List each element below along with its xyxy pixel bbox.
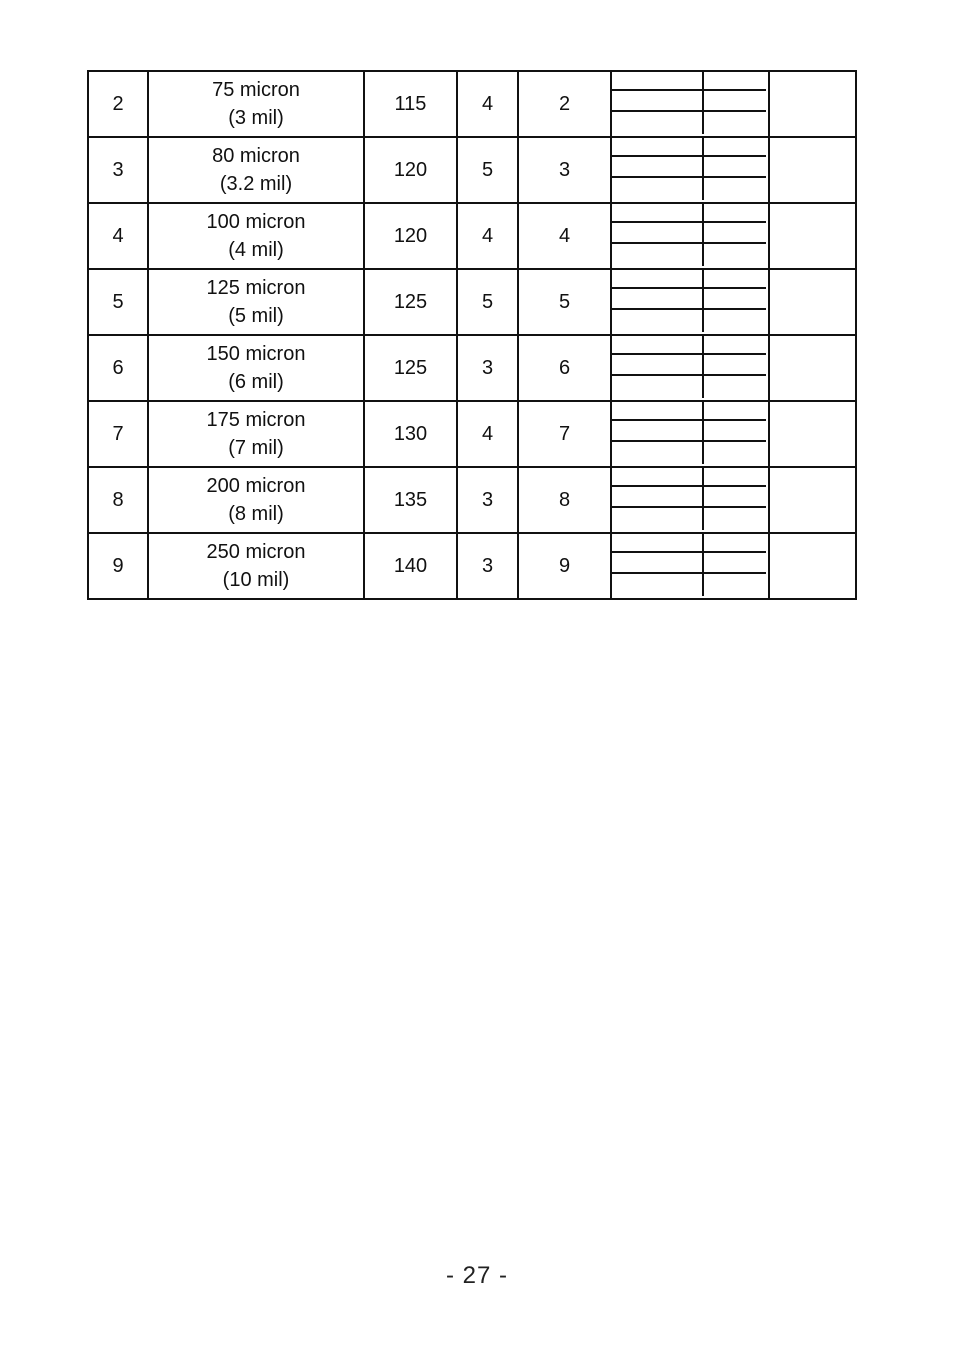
blank-cell [612, 310, 704, 332]
blank-cell [704, 487, 766, 508]
speed-value: 5 [457, 137, 518, 203]
blank-cell [612, 508, 704, 530]
blank-cell [704, 310, 766, 332]
row-number: 8 [88, 467, 148, 533]
blank-cell [704, 421, 766, 442]
blank-notes-cell [769, 533, 856, 599]
page-number: - 27 - [445, 1262, 508, 1289]
speed-value: 4 [457, 401, 518, 467]
temperature-value: 140 [364, 533, 457, 599]
laminating-settings-table [87, 70, 857, 600]
table-row [88, 71, 856, 137]
speed-value: 5 [457, 269, 518, 335]
blank-notes-cell [769, 269, 856, 335]
blank-cell [704, 268, 766, 289]
temperature-value: 115 [364, 71, 457, 137]
thickness-mil: (5 mil) [228, 305, 284, 327]
thickness-micron: 80 micron [212, 145, 300, 167]
blank-cell [704, 157, 766, 178]
blank-cell [704, 136, 766, 157]
blank-cell [704, 244, 766, 266]
thickness-mil: (10 mil) [222, 569, 290, 591]
blank-cell [704, 376, 766, 398]
blank-notes-cell [769, 137, 856, 203]
temperature-value: 120 [364, 203, 457, 269]
blank-cell [612, 487, 704, 508]
temperature-value: 125 [364, 335, 457, 401]
thickness-mil: (6 mil) [228, 371, 284, 393]
blank-entry-grid [611, 203, 769, 269]
row-number: 7 [88, 401, 148, 467]
blank-entry-grid [611, 269, 769, 335]
table-row [88, 269, 856, 335]
blank-cell [704, 223, 766, 244]
table-row [88, 467, 856, 533]
blank-cell [612, 157, 704, 178]
blank-cell [612, 244, 704, 266]
blank-cell [612, 112, 704, 134]
film-thickness [148, 203, 364, 269]
temperature-value: 125 [364, 269, 457, 335]
blank-cell [704, 574, 766, 596]
blank-entry-grid [611, 401, 769, 467]
temperature-value: 130 [364, 401, 457, 467]
temperature-value: 135 [364, 467, 457, 533]
blank-cell [612, 202, 704, 223]
setting-value: 6 [518, 335, 611, 401]
setting-value: 4 [518, 203, 611, 269]
thickness-micron: 125 micron [206, 277, 306, 299]
thickness-mil: (3.2 mil) [219, 173, 293, 195]
thickness-micron: 75 micron [212, 79, 300, 101]
blank-entry-grid [611, 335, 769, 401]
thickness-micron: 200 micron [206, 475, 306, 497]
speed-value: 3 [457, 467, 518, 533]
thickness-micron: 250 micron [206, 541, 306, 563]
blank-cell [612, 178, 704, 200]
table-row [88, 137, 856, 203]
blank-cell [612, 442, 704, 464]
film-thickness [148, 137, 364, 203]
blank-cell [704, 532, 766, 553]
thickness-micron: 175 micron [206, 409, 306, 431]
blank-entry-grid [611, 71, 769, 137]
blank-cell [704, 70, 766, 91]
row-number: 9 [88, 533, 148, 599]
blank-notes-cell [769, 71, 856, 137]
table-row [88, 335, 856, 401]
blank-cell [612, 289, 704, 310]
thickness-micron: 150 micron [206, 343, 306, 365]
film-thickness [148, 71, 364, 137]
blank-cell [612, 70, 704, 91]
row-number: 4 [88, 203, 148, 269]
thickness-mil: (7 mil) [228, 437, 284, 459]
thickness-micron: 100 micron [206, 211, 306, 233]
blank-cell [612, 574, 704, 596]
blank-cell [704, 553, 766, 574]
blank-notes-cell [769, 203, 856, 269]
blank-cell [704, 91, 766, 112]
blank-cell [612, 223, 704, 244]
thickness-mil: (3 mil) [228, 107, 284, 129]
blank-cell [704, 334, 766, 355]
setting-value: 3 [518, 137, 611, 203]
film-thickness [148, 269, 364, 335]
blank-cell [612, 421, 704, 442]
blank-cell [704, 112, 766, 134]
settings-table-viewport [87, 79, 864, 616]
blank-entry-grid [611, 533, 769, 599]
blank-cell [704, 289, 766, 310]
blank-cell [612, 268, 704, 289]
blank-notes-cell [769, 467, 856, 533]
film-thickness [148, 335, 364, 401]
setting-value: 9 [518, 533, 611, 599]
speed-value: 4 [457, 203, 518, 269]
blank-cell [612, 466, 704, 487]
blank-notes-cell [769, 335, 856, 401]
thickness-mil: (8 mil) [228, 503, 284, 525]
thickness-mil: (4 mil) [228, 239, 284, 261]
row-number: 6 [88, 335, 148, 401]
setting-value: 5 [518, 269, 611, 335]
film-thickness [148, 533, 364, 599]
blank-cell [704, 400, 766, 421]
table-row [88, 203, 856, 269]
table-row [88, 401, 856, 467]
blank-cell [704, 178, 766, 200]
setting-value: 2 [518, 71, 611, 137]
blank-cell [612, 91, 704, 112]
speed-value: 3 [457, 533, 518, 599]
blank-cell [704, 202, 766, 223]
blank-cell [612, 334, 704, 355]
row-number: 5 [88, 269, 148, 335]
blank-cell [612, 532, 704, 553]
blank-cell [704, 355, 766, 376]
blank-notes-cell [769, 401, 856, 467]
blank-entry-grid [611, 467, 769, 533]
setting-value: 7 [518, 401, 611, 467]
table-row [88, 533, 856, 599]
film-thickness [148, 401, 364, 467]
temperature-value: 120 [364, 137, 457, 203]
setting-value: 8 [518, 467, 611, 533]
blank-cell [704, 466, 766, 487]
blank-cell [612, 400, 704, 421]
speed-value: 3 [457, 335, 518, 401]
film-thickness [148, 467, 364, 533]
blank-cell [612, 553, 704, 574]
blank-cell [612, 376, 704, 398]
blank-cell [612, 136, 704, 157]
blank-entry-grid [611, 137, 769, 203]
blank-cell [612, 355, 704, 376]
row-number: 3 [88, 137, 148, 203]
row-number: 2 [88, 71, 148, 137]
speed-value: 4 [457, 71, 518, 137]
blank-cell [704, 508, 766, 530]
blank-cell [704, 442, 766, 464]
